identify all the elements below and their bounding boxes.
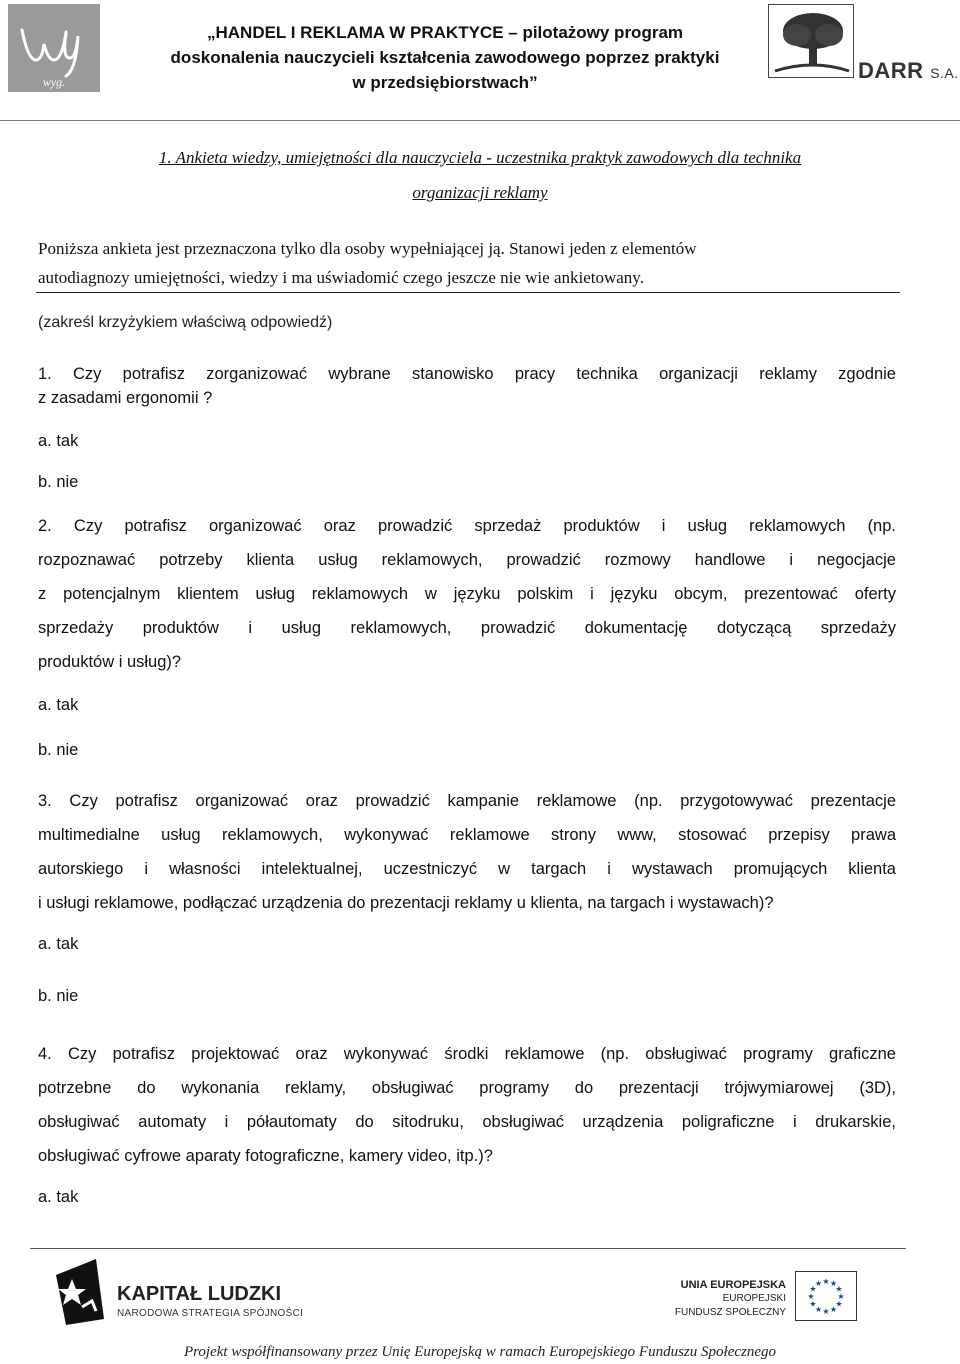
eu-star-icon: ★	[835, 1299, 843, 1309]
intro-divider	[36, 292, 900, 293]
question-2	[38, 509, 896, 679]
project-title-line-3: w przedsiębiorstwach”	[352, 73, 538, 92]
wyg-logo-text: wyg.	[42, 75, 66, 89]
question-3-line: multimedialne usług reklamowych, wykonywać reklamowe strony www, stosować przepisy prawa	[38, 826, 896, 844]
question-1	[38, 362, 896, 410]
question-4-line: obsługiwać cyfrowe aparaty fotograficzne, kamery video, itp.)?	[38, 1147, 493, 1165]
question-1-answer-a[interactable]: a. tak	[38, 432, 79, 450]
project-title	[120, 20, 770, 95]
intro-paragraph	[38, 234, 898, 292]
kapital-ludzki-title: KAPITAŁ LUDZKI	[117, 1283, 282, 1305]
eu-star-icon: ★	[837, 1292, 845, 1301]
eu-star-icon: ★	[829, 1279, 838, 1289]
header-divider	[0, 120, 960, 121]
eu-star-icon: ★	[822, 1277, 830, 1286]
eu-star-icon: ★	[814, 1304, 823, 1314]
question-3-line: i usługi reklamowe, podłączać urządzenia do prezentacji reklamy u klienta, na targach i wystawach)?	[38, 894, 774, 912]
eu-star-icon: ★	[807, 1292, 815, 1301]
eu-star-icon: ★	[822, 1307, 830, 1316]
darr-suffix: S.A.	[930, 65, 959, 81]
kapital-ludzki-logo	[52, 1255, 108, 1327]
eu-star-icon: ★	[829, 1304, 838, 1314]
question-3-line: 3. Czy potrafisz organizować oraz prowadzić kampanie reklamowe (np. przygotowywać prezentacje	[38, 792, 896, 810]
eu-label-line-2: EUROPEJSKI	[722, 1293, 786, 1304]
survey-title-line-1: 1. Ankieta wiedzy, umiejętności dla nauczyciela - uczestnika praktyk zawodowych dla technika	[158, 148, 802, 167]
footer-divider	[30, 1248, 906, 1249]
eu-star-icon: ★	[835, 1284, 843, 1294]
question-3-answer-b[interactable]: b. nie	[38, 987, 79, 1005]
question-1-answer-b[interactable]: b. nie	[38, 473, 79, 491]
question-2-line: produktów i usług)?	[38, 653, 182, 671]
instruction-text: (zakreśl krzyżykiem właściwą odpowiedź)	[38, 314, 333, 331]
eu-star-icon: ★	[809, 1299, 817, 1309]
question-2-answer-b[interactable]: b. nie	[38, 741, 79, 759]
eu-star-icon: ★	[814, 1279, 823, 1289]
eu-flag-icon	[795, 1271, 857, 1321]
project-title-line-1: „HANDEL I REKLAMA W PRAKTYCE – pilotażowy program	[206, 23, 684, 42]
darr-logo-text	[858, 58, 959, 84]
question-4-line: obsługiwać automaty i półautomaty do sitodruku, obsługiwać urządzenia poligraficzne i drukarskie,	[38, 1113, 896, 1131]
question-4-line: potrzebne do wykonania reklamy, obsługiwać programy do prezentacji trójwymiarowej (3D),	[38, 1079, 896, 1097]
eu-star-icon: ★	[809, 1284, 817, 1294]
question-4-line: 4. Czy potrafisz projektować oraz wykonywać środki reklamowe (np. obsługiwać programy graficzne	[38, 1045, 896, 1063]
eu-label-line-1: UNIA EUROPEJSKA	[680, 1279, 786, 1291]
question-1-line: 1. Czy potrafisz zorganizować wybrane stanowisko pracy technika organizacji reklamy zgodnie	[38, 365, 896, 383]
question-2-line: z potencjalnym klientem usług reklamowych w języku polskim i języku obcym, prezentować oferty	[38, 585, 896, 603]
wyg-logo-graphic	[8, 4, 100, 92]
question-2-line: sprzedaży produktów i usług reklamowych, prowadzić dokumentację dotyczącą sprzedaży	[38, 619, 896, 637]
question-3-line: autorskiego i własności intelektualnej, uczestniczyć w targach i wystawach promujących klienta	[38, 860, 896, 878]
intro-line-2: autodiagnozy umiejętności, wiedzy i ma uświadomić czego jeszcze nie wie ankietowany.	[38, 268, 644, 287]
question-2-line: 2. Czy potrafisz organizować oraz prowadzić sprzedaż produktów i usług reklamowych (np.	[38, 517, 896, 535]
question-2-answer-a[interactable]: a. tak	[38, 696, 79, 714]
wyg-logo	[8, 4, 100, 92]
survey-title-line-2: organizacji reklamy	[412, 183, 548, 202]
question-1-line: z zasadami ergonomii ?	[38, 389, 213, 407]
question-4-answer-a[interactable]: a. tak	[38, 1188, 79, 1206]
question-4	[38, 1037, 896, 1173]
cofinancing-note: Projekt współfinansowany przez Unię Europejską w ramach Europejskiego Funduszu Społecznego	[183, 1344, 777, 1360]
kapital-ludzki-subtitle: NARODOWA STRATEGIA SPÓJNOŚCI	[117, 1308, 304, 1319]
eu-flag-graphic	[796, 1272, 856, 1320]
question-3	[38, 784, 896, 920]
darr-tree-logo	[768, 4, 854, 78]
kapital-ludzki-icon	[52, 1255, 108, 1327]
project-title-line-2: doskonalenia nauczycieli kształcenia zawodowego poprzez praktyki	[170, 48, 720, 67]
eu-label-line-3: FUNDUSZ SPOŁECZNY	[674, 1307, 786, 1318]
intro-line-1: Poniższa ankieta jest przeznaczona tylko dla osoby wypełniającej ją. Stanowi jeden z elementów	[38, 239, 697, 258]
question-2-line: rozpoznawać potrzeby klienta usług reklamowych, prowadzić rozmowy handlowe i negocjacje	[38, 551, 896, 569]
tree-icon	[769, 5, 853, 77]
eu-fund-label	[666, 1278, 786, 1320]
darr-name: DARR	[858, 58, 924, 83]
question-3-answer-a[interactable]: a. tak	[38, 935, 79, 953]
